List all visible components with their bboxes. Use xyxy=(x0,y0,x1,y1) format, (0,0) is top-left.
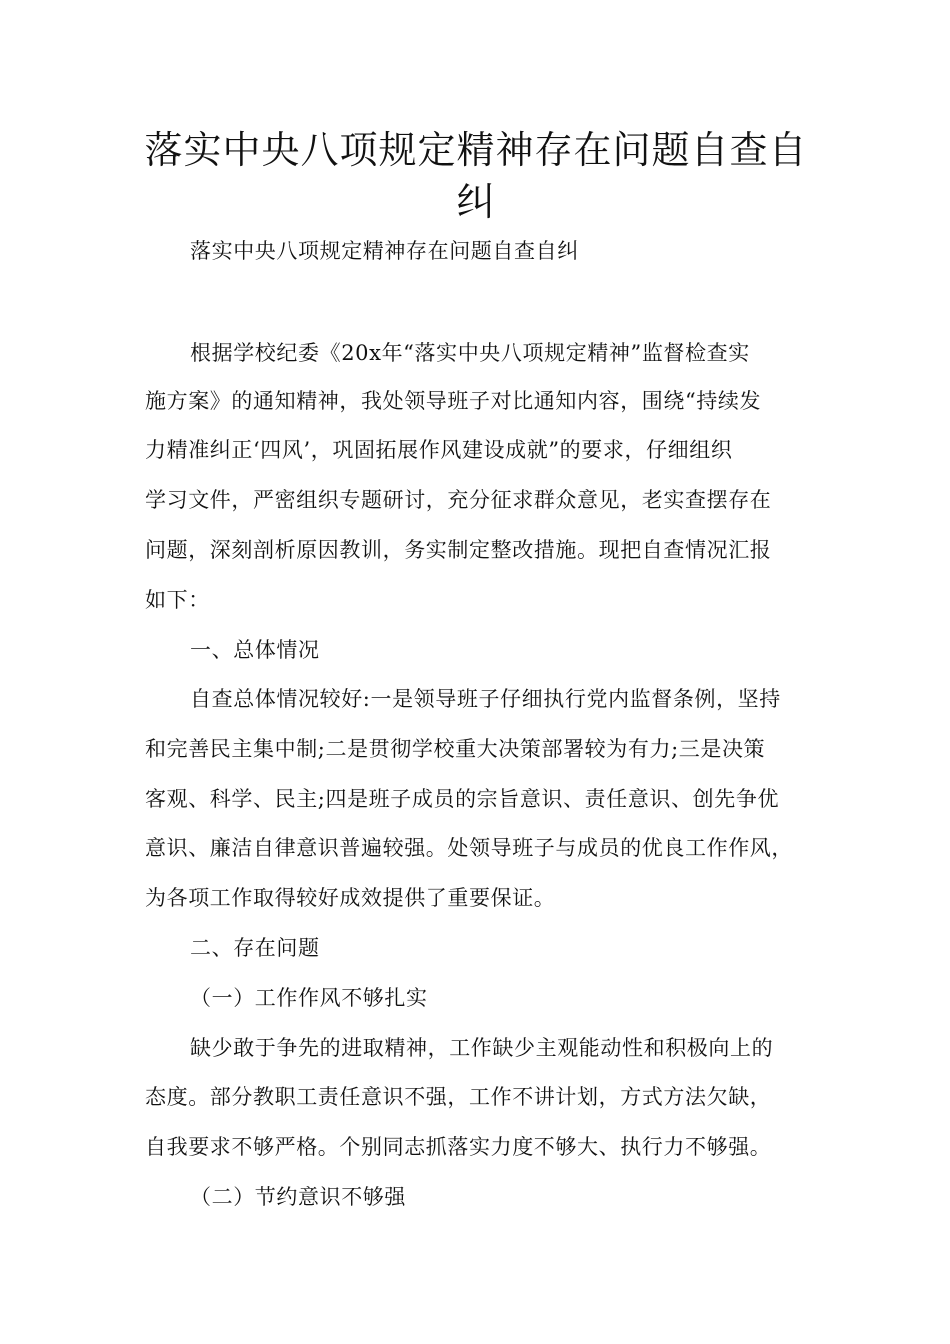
section1-line: 自查总体情况较好:一是领导班子仔细执行党内监督条例，坚持 xyxy=(190,687,781,711)
intro-line: 力精准纠正‘四风’，巩固拓展作风建设成就”的要求，仔细组织 xyxy=(145,438,733,462)
document-subtitle: 落实中央八项规定精神存在问题自查自纠 xyxy=(190,239,579,263)
section-heading: 二、存在问题 xyxy=(190,936,320,960)
section1-line: 客观、科学、民主;四是班子成员的宗旨意识、责任意识、创先争优 xyxy=(145,787,780,811)
section1-line: 为各项工作取得较好成效提供了重要保证。 xyxy=(145,886,556,910)
section1-line: 和完善民主集中制;二是贯彻学校重大决策部署较为有力;三是决策 xyxy=(145,737,766,761)
intro-line: 根据学校纪委《20x年“落实中央八项规定精神”监督检查实 xyxy=(190,341,750,365)
subsection1-line: 自我要求不够严格。个别同志抓落实力度不够大、执行力不够强。 xyxy=(145,1135,772,1159)
intro-line: 施方案》的通知精神，我处领导班子对比通知内容，围绕“持续发 xyxy=(145,389,762,413)
document-title: 落实中央八项规定精神存在问题自查自纠 xyxy=(144,128,808,224)
section-heading: 一、总体情况 xyxy=(190,638,320,662)
intro-line: 问题，深刻剖析原因教训，务实制定整改措施。现把自查情况汇报 xyxy=(145,538,772,562)
subsection-heading: （一）工作作风不够扎实 xyxy=(190,986,428,1010)
intro-line: 学习文件，严密组织专题研讨，充分征求群众意见，老实查摆存在 xyxy=(145,488,772,512)
intro-line: 如下： xyxy=(145,588,210,612)
section1-line: 意识、廉洁自律意识普遍较强。处领导班子与成员的优良工作作风， xyxy=(145,836,793,860)
subsection-heading: （二）节约意识不够强 xyxy=(190,1185,406,1209)
subsection1-line: 态度。部分教职工责任意识不强，工作不讲计划，方式方法欠缺， xyxy=(145,1085,772,1109)
subsection1-line: 缺少敢于争先的进取精神，工作缺少主观能动性和积极向上的 xyxy=(190,1036,774,1060)
